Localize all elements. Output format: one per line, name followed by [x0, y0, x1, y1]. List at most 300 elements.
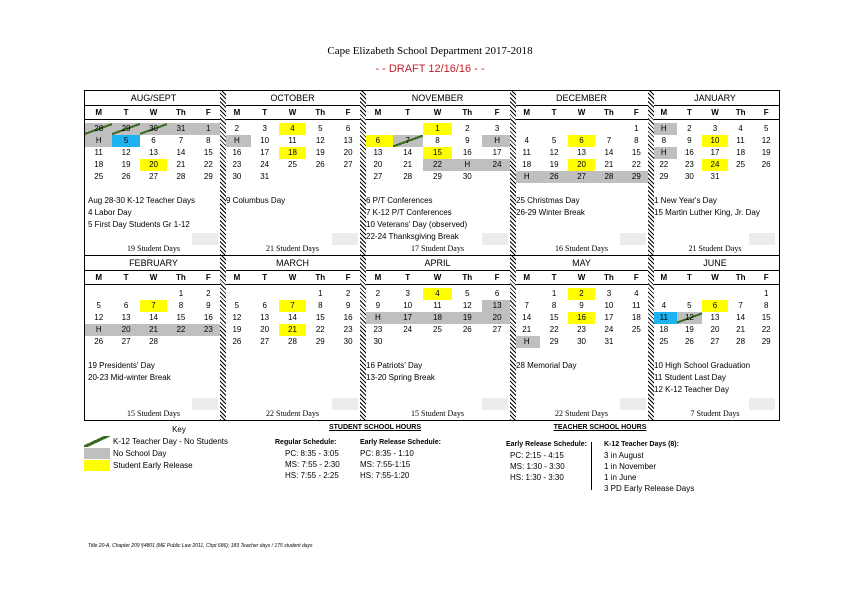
week-row — [513, 336, 650, 348]
day-cell: 26 — [684, 337, 694, 346]
day-cell: 3 — [606, 289, 612, 298]
day-cell: 30 — [373, 337, 383, 346]
day-cell: 28 — [595, 171, 622, 183]
weekday-header — [223, 106, 362, 120]
day-cell: 1 — [195, 123, 222, 135]
day-cell: 28 — [176, 172, 186, 181]
month-notes — [516, 360, 647, 372]
day-cell: 22 — [659, 160, 669, 169]
week-row — [223, 159, 362, 171]
weekday-label: M — [660, 108, 668, 117]
key-label: K-12 Teacher Day - No Students — [113, 436, 229, 446]
day-cell: 15 — [423, 147, 453, 159]
day-cell: 8 — [178, 301, 184, 310]
day-cell: 13 — [343, 136, 353, 145]
month-name: DECEMBER — [513, 91, 650, 106]
week-row — [513, 324, 650, 336]
day-cell: 14 — [604, 148, 614, 157]
day-cell: 4 — [279, 123, 307, 135]
day-cell: 22 — [203, 160, 213, 169]
day-cell: 12 — [232, 313, 242, 322]
week-row — [223, 147, 362, 159]
day-cell: 6 — [345, 124, 351, 133]
day-cell: 20 — [568, 159, 595, 171]
month-note: 9 Columbus Day — [226, 196, 286, 205]
day-cell: 8 — [634, 136, 639, 145]
day-cell: 22 — [167, 324, 194, 336]
day-cell: 26 — [761, 160, 771, 169]
day-cell: 28 — [85, 123, 112, 135]
month-block — [363, 256, 513, 420]
weekday-label: Th — [604, 108, 614, 117]
day-cell: 24 — [403, 325, 413, 334]
week-row — [223, 135, 362, 147]
week-row — [85, 288, 222, 300]
student-days-count: 17 Student Days — [411, 244, 464, 253]
month-name: JUNE — [651, 256, 779, 271]
day-cell: 1 — [551, 289, 557, 298]
day-cell: 25 — [433, 325, 442, 334]
day-cell: 30 — [462, 172, 472, 181]
day-cell: 16 — [462, 148, 472, 157]
month-note: 13-20 Spring Break — [366, 373, 435, 382]
week-row — [85, 135, 222, 147]
day-cell: 3 — [494, 124, 500, 133]
day-cell: 6 — [702, 300, 728, 312]
month-separator — [648, 91, 654, 255]
day-cell: 14 — [403, 148, 413, 157]
weekday-label: W — [288, 108, 297, 117]
day-cell: H — [85, 135, 112, 147]
month-name: MAY — [513, 256, 650, 271]
day-cell: 4 — [423, 288, 453, 300]
month-note: 7 K-12 P/T Conferences — [366, 208, 452, 217]
day-cell: 10 — [403, 301, 413, 310]
month-name: OCTOBER — [223, 91, 362, 106]
weekday-label: T — [123, 273, 129, 282]
day-cell: 21 — [522, 325, 532, 334]
day-cell: 20 — [343, 148, 353, 157]
key-item — [84, 447, 244, 459]
day-cell: 11 — [632, 301, 641, 310]
day-cell: 4 — [524, 136, 529, 145]
month-block — [363, 91, 513, 255]
day-cell — [651, 288, 677, 300]
week-row — [85, 336, 222, 348]
day-cell — [393, 123, 423, 135]
day-cell: 5 — [465, 289, 470, 298]
key-item — [84, 459, 244, 471]
day-cell: 1 — [178, 289, 184, 298]
day-cell: H — [513, 336, 540, 348]
week-row — [363, 324, 512, 336]
weekday-label: F — [205, 273, 211, 282]
day-cell — [595, 123, 622, 135]
day-cell: 17 — [492, 148, 502, 157]
month-block — [651, 91, 779, 255]
day-cell: 30 — [343, 337, 353, 346]
day-cell: 12 — [549, 148, 559, 157]
day-cell: 23 — [232, 160, 242, 169]
day-cell: 13 — [121, 313, 131, 322]
day-cell: 23 — [684, 160, 694, 169]
day-cell: 1 — [423, 123, 453, 135]
day-cell: 28 — [403, 172, 413, 181]
teacher-ms: MS: 1:30 - 3:30 — [510, 462, 565, 471]
day-cell: 21 — [403, 160, 413, 169]
student-days-count: 15 Student Days — [127, 409, 180, 418]
day-cell: 7 — [524, 301, 529, 310]
weekday-label: W — [711, 273, 719, 282]
week-row — [363, 159, 512, 171]
day-cell: 3 — [405, 289, 410, 298]
day-cell: 16 — [568, 312, 595, 324]
month-separator — [220, 91, 226, 255]
day-cell: 20 — [112, 324, 139, 336]
day-cell: 12 — [121, 148, 131, 157]
teacher-hs: HS: 1:30 - 3:30 — [510, 473, 564, 482]
day-cell: 18 — [522, 160, 532, 169]
day-cell: 12 — [94, 313, 104, 322]
key-swatch — [84, 448, 110, 459]
day-cell: 1 — [763, 289, 769, 298]
day-cell: 11 — [433, 301, 442, 310]
week-row — [85, 159, 222, 171]
weekday-header — [363, 106, 512, 120]
student-days-count: 21 Student Days — [688, 244, 742, 253]
day-cell: 9 — [687, 136, 692, 145]
weekday-label: Th — [735, 273, 746, 282]
month-block — [85, 256, 223, 420]
key-label: No School Day — [113, 448, 167, 458]
day-cell: 7 — [393, 135, 423, 147]
weekday-label: M — [233, 273, 241, 282]
day-cell: 19 — [452, 312, 482, 324]
day-cell: 5 — [551, 136, 557, 145]
month-name: NOVEMBER — [363, 91, 512, 106]
day-cell — [112, 288, 139, 300]
day-cell: 15 — [176, 313, 186, 322]
day-cell: 23 — [373, 325, 383, 334]
day-cell: H — [482, 135, 512, 147]
weekday-label: M — [523, 273, 531, 282]
day-cell: 22 — [549, 325, 559, 334]
weekday-label: M — [523, 108, 531, 117]
day-cell: 28 — [736, 337, 746, 346]
week-row — [363, 123, 512, 135]
weekday-header — [651, 271, 779, 285]
day-cell: 27 — [121, 337, 131, 346]
week-row — [513, 171, 650, 183]
day-cell: 26 — [121, 172, 131, 181]
day-cell: H — [513, 171, 540, 183]
day-cell: 21 — [736, 325, 746, 334]
day-cell: 2 — [345, 289, 351, 298]
day-cell: 28 — [149, 337, 158, 346]
key-item — [84, 435, 244, 447]
day-cell — [452, 336, 482, 348]
month-name: JANUARY — [651, 91, 779, 106]
day-cell: 16 — [684, 148, 694, 157]
weekday-label: M — [374, 108, 382, 117]
student-days-count: 22 Student Days — [266, 409, 319, 418]
day-cell — [363, 123, 393, 135]
day-cell: 12 — [462, 301, 472, 310]
day-cell: 7 — [279, 300, 307, 312]
month-block — [223, 256, 363, 420]
weekday-header — [223, 271, 362, 285]
day-cell: 19 — [315, 148, 325, 157]
month-note: 12 K-12 Teacher Day — [654, 385, 730, 394]
month-notes — [88, 360, 219, 384]
day-cell: 5 — [112, 135, 139, 147]
teacher-pc: PC: 2:15 - 4:15 — [510, 451, 564, 460]
student-days-count: 21 Student Days — [266, 244, 319, 253]
day-cell: 13 — [149, 148, 158, 157]
month-notes — [226, 195, 359, 207]
month-note: 15 Martin Luther King, Jr. Day — [654, 208, 760, 217]
day-cell: 7 — [738, 301, 743, 310]
week-row — [85, 312, 222, 324]
day-cell: H — [223, 135, 251, 147]
weekday-label: W — [577, 273, 586, 282]
day-cell: 12 — [677, 312, 703, 324]
month-note: 26-29 Winter Break — [516, 208, 585, 217]
weekday-label: W — [288, 273, 297, 282]
day-cell: 26 — [540, 171, 567, 183]
day-cell — [753, 171, 779, 183]
legend-key — [84, 424, 244, 471]
day-cell: 18 — [736, 148, 746, 157]
draft-subtitle: - - DRAFT 12/16/16 - - — [375, 63, 485, 75]
day-cell: 8 — [318, 301, 323, 310]
day-cell: 11 — [94, 148, 103, 157]
weekday-header — [363, 271, 512, 285]
student-days-count: 22 Student Days — [555, 409, 608, 418]
day-cell: 22 — [631, 160, 641, 169]
week-row — [85, 147, 222, 159]
weekday-header — [651, 106, 779, 120]
week-row — [651, 288, 779, 300]
week-row — [363, 300, 512, 312]
day-cell: 29 — [623, 171, 650, 183]
day-cell: 2 — [687, 124, 692, 133]
weekday-label: Th — [462, 108, 473, 117]
weekday-header — [513, 106, 650, 120]
week-row — [363, 336, 512, 348]
month-separator — [360, 256, 366, 420]
day-cell: 30 — [140, 123, 167, 135]
week-row — [85, 123, 222, 135]
day-cell: 13 — [710, 313, 720, 322]
weekday-label: T — [405, 108, 411, 117]
day-cell: 18 — [659, 325, 669, 334]
day-cell — [728, 288, 754, 300]
day-cell: H — [452, 159, 482, 171]
day-cell: 24 — [604, 325, 614, 334]
day-cell: 27 — [260, 337, 270, 346]
month-note: 19 Presidents' Day — [88, 361, 155, 370]
weekday-header — [513, 271, 650, 285]
day-cell — [623, 336, 650, 348]
day-cell: 25 — [94, 172, 104, 181]
day-cell: 31 — [260, 172, 270, 181]
month-note: 1 New Year's Day — [654, 196, 717, 205]
calendar-row-spring — [85, 256, 779, 420]
regular-hs: HS: 7:55 - 2:25 — [285, 471, 339, 480]
week-row — [513, 159, 650, 171]
day-cell: 5 — [687, 301, 692, 310]
weekday-label: T — [405, 273, 411, 282]
day-cell: 17 — [710, 148, 720, 157]
day-cell: 16 — [232, 148, 242, 157]
week-row — [363, 171, 512, 183]
day-cell: 19 — [232, 325, 242, 334]
day-cell: 26 — [232, 337, 242, 346]
day-cell: 9 — [206, 301, 211, 310]
week-row — [651, 147, 779, 159]
day-cell — [540, 123, 567, 135]
day-cell: 4 — [738, 124, 743, 133]
day-cell: 29 — [761, 337, 771, 346]
day-cell: 16 — [203, 313, 213, 322]
week-row — [513, 300, 650, 312]
month-separator — [510, 256, 516, 420]
month-note: 11 Student Last Day — [654, 373, 726, 382]
day-cell: 14 — [736, 313, 746, 322]
day-cell: 22 — [315, 325, 325, 334]
day-cell — [334, 171, 362, 183]
student-school-hours — [270, 424, 480, 480]
regular-schedule-label: Regular Schedule: — [275, 439, 337, 446]
month-note: 22-24 Thanksgiving Break — [366, 232, 459, 241]
month-block — [223, 91, 363, 255]
weekday-label: W — [433, 273, 442, 282]
week-row — [223, 171, 362, 183]
day-cell: H — [651, 123, 677, 135]
weekday-label: T — [551, 273, 557, 282]
day-cell: 17 — [260, 148, 270, 157]
weekday-label: M — [95, 108, 103, 117]
day-cell: 15 — [315, 313, 325, 322]
day-cell: 26 — [315, 160, 325, 169]
day-cell: 26 — [462, 325, 472, 334]
day-cell: 27 — [373, 172, 383, 181]
day-cell: H — [363, 312, 393, 324]
month-block — [651, 256, 779, 420]
day-cell: 6 — [151, 136, 156, 145]
month-note: 5 First Day Students Gr 1-12 — [88, 220, 190, 229]
day-cell: 2 — [234, 124, 240, 133]
day-cell: 14 — [176, 148, 186, 157]
day-cell: 9 — [465, 136, 470, 145]
week-row — [513, 135, 650, 147]
day-cell: 5 — [96, 301, 101, 310]
weekday-label: F — [763, 273, 769, 282]
week-row — [513, 288, 650, 300]
day-cell: 31 — [604, 337, 614, 346]
day-cell: 25 — [659, 337, 669, 346]
day-cell: 25 — [631, 325, 641, 334]
month-separator — [648, 256, 654, 420]
weekday-label: F — [494, 108, 500, 117]
early-pc: PC: 8:35 - 1:10 — [360, 449, 414, 458]
day-cell: 23 — [577, 325, 586, 334]
day-cell — [513, 123, 540, 135]
day-cell: 15 — [203, 148, 213, 157]
week-row — [651, 324, 779, 336]
day-cell: 10 — [702, 135, 728, 147]
day-cell: 6 — [123, 301, 129, 310]
teacher-days-aug: 3 in August — [604, 451, 644, 460]
day-cell: 20 — [373, 160, 383, 169]
month-notes — [366, 360, 509, 384]
day-cell: 10 — [604, 301, 614, 310]
month-separator — [220, 256, 226, 420]
day-cell: 24 — [702, 159, 728, 171]
student-days-count: 16 Student Days — [555, 244, 608, 253]
day-cell: 8 — [551, 301, 557, 310]
day-cell: 20 — [140, 159, 167, 171]
day-cell: 9 — [579, 301, 584, 310]
day-cell: 2 — [206, 289, 211, 298]
month-name: FEBRUARY — [85, 256, 222, 271]
day-cell: 8 — [763, 301, 769, 310]
early-hs: HS: 7:55-1:20 — [360, 471, 410, 480]
month-name: AUG/SEPT — [85, 91, 222, 106]
month-notes — [654, 360, 776, 396]
weekday-label: Th — [735, 108, 746, 117]
day-cell: 20 — [710, 325, 720, 334]
teacher-early-release-schedule — [506, 439, 587, 483]
month-note: 10 High School Graduation — [654, 361, 751, 370]
day-cell: 29 — [315, 337, 325, 346]
month-notes — [654, 195, 776, 219]
weekday-label: T — [551, 108, 557, 117]
week-row — [363, 288, 512, 300]
student-hours-heading: STUDENT SCHOOL HOURS — [328, 424, 422, 431]
week-row — [223, 312, 362, 324]
day-cell — [251, 288, 279, 300]
day-cell: 2 — [465, 124, 470, 133]
month-note: 20-23 Mid-winter Break — [88, 373, 171, 382]
day-cell: 13 — [482, 300, 512, 312]
day-cell: 4 — [661, 301, 667, 310]
month-separator — [360, 91, 366, 255]
weekday-header — [85, 271, 222, 285]
day-cell: 23 — [343, 325, 353, 334]
weekday-label: Th — [176, 273, 186, 282]
weekday-label: T — [262, 108, 268, 117]
month-separator — [510, 91, 516, 255]
day-cell: 24 — [482, 159, 512, 171]
day-cell: 27 — [568, 171, 595, 183]
month-name: MARCH — [223, 256, 362, 271]
weekday-label: F — [205, 108, 211, 117]
weekday-label: T — [686, 108, 692, 117]
week-row — [651, 123, 779, 135]
weekday-label: F — [633, 273, 639, 282]
day-cell: 6 — [494, 289, 500, 298]
day-cell: 6 — [363, 135, 393, 147]
key-label: Student Early Release — [113, 460, 193, 470]
day-cell — [279, 171, 307, 183]
month-note: 16 Patriots' Day — [366, 361, 423, 370]
day-cell — [482, 171, 512, 183]
day-cell — [423, 336, 453, 348]
day-cell: 6 — [262, 301, 267, 310]
key-swatch — [84, 460, 110, 471]
